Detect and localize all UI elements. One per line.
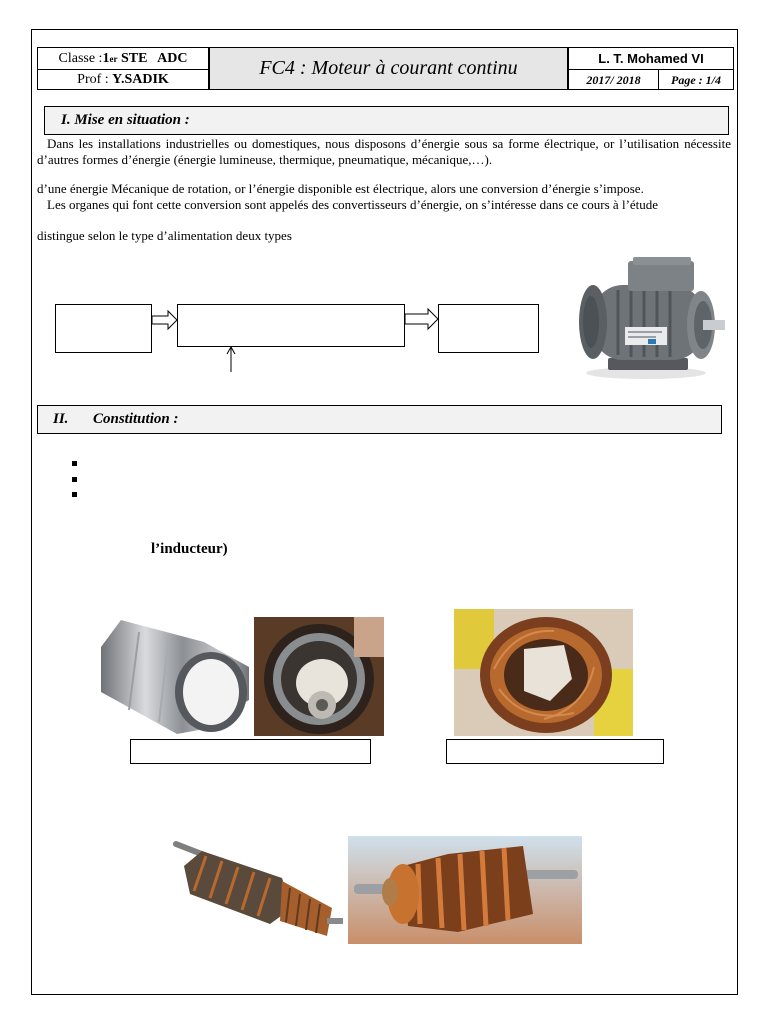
wound-stator-label-box[interactable] — [446, 739, 664, 764]
copper-armature-photo — [348, 836, 582, 944]
inducteur-text: l’inducteur) — [151, 541, 228, 557]
motor-interior-image — [254, 617, 384, 736]
school-year: 2017/ 2018 — [569, 70, 659, 90]
header-title-cell — [209, 47, 568, 90]
copper-armature-image — [348, 836, 582, 944]
header-class-cell — [37, 47, 209, 90]
page-number: Page : 1/4 — [671, 72, 721, 87]
section-heading-mise-en-situation: I. Mise en situation : — [44, 106, 729, 135]
wound-stator-photo — [454, 609, 633, 736]
prof-row: Prof : Y.SADIK — [38, 69, 208, 90]
paragraph-converters: Les organes qui font cette conversion sont appelés des convertisseurs d’énergie, on s’intéresse dans ce cours à l’étude — [47, 197, 659, 212]
bullet-1 — [72, 461, 77, 466]
bullet-2 — [72, 477, 77, 482]
energy-input-box[interactable] — [55, 304, 152, 353]
paragraph-intro: Dans les installations industrielles ou domestiques, nous disposons d’énergie sous sa forme électrique, or l’utilisation nécessite d’autres formes d’énergie (énergie lumineuse, thermique, pneumatique, mécanique,…). — [37, 136, 731, 167]
wound-stator-image — [454, 609, 633, 736]
bullet-3 — [72, 492, 77, 497]
armature-rotor-image — [172, 836, 346, 942]
armature-rotor-photo — [172, 836, 346, 942]
magnets-photo — [99, 612, 252, 736]
motor-photo — [563, 255, 730, 383]
header-school-cell — [568, 47, 734, 90]
stator-magnet-label-box[interactable] — [130, 739, 371, 764]
paragraph-types: distingue selon le type d’alimentation deux types — [37, 228, 292, 243]
permanent-magnet-image — [99, 612, 252, 736]
paragraph-mechanical: d’une énergie Mécanique de rotation, or l’énergie disponible est électrique, alors une conversion d’énergie s’impose. — [37, 181, 644, 196]
year-page-row — [569, 69, 733, 90]
class-row: Classe : 1 er STE ADC — [58, 50, 188, 66]
document-title: FC4 : Moteur à courant continu — [259, 57, 518, 79]
electric-motor-image — [563, 255, 730, 383]
energy-output-box[interactable] — [438, 304, 539, 353]
converter-box[interactable] — [177, 304, 405, 347]
school-name: L. T. Mohamed VI — [598, 51, 704, 66]
motor-interior-photo — [254, 617, 384, 736]
section-heading-constitution: II. Constitution : — [37, 405, 722, 434]
